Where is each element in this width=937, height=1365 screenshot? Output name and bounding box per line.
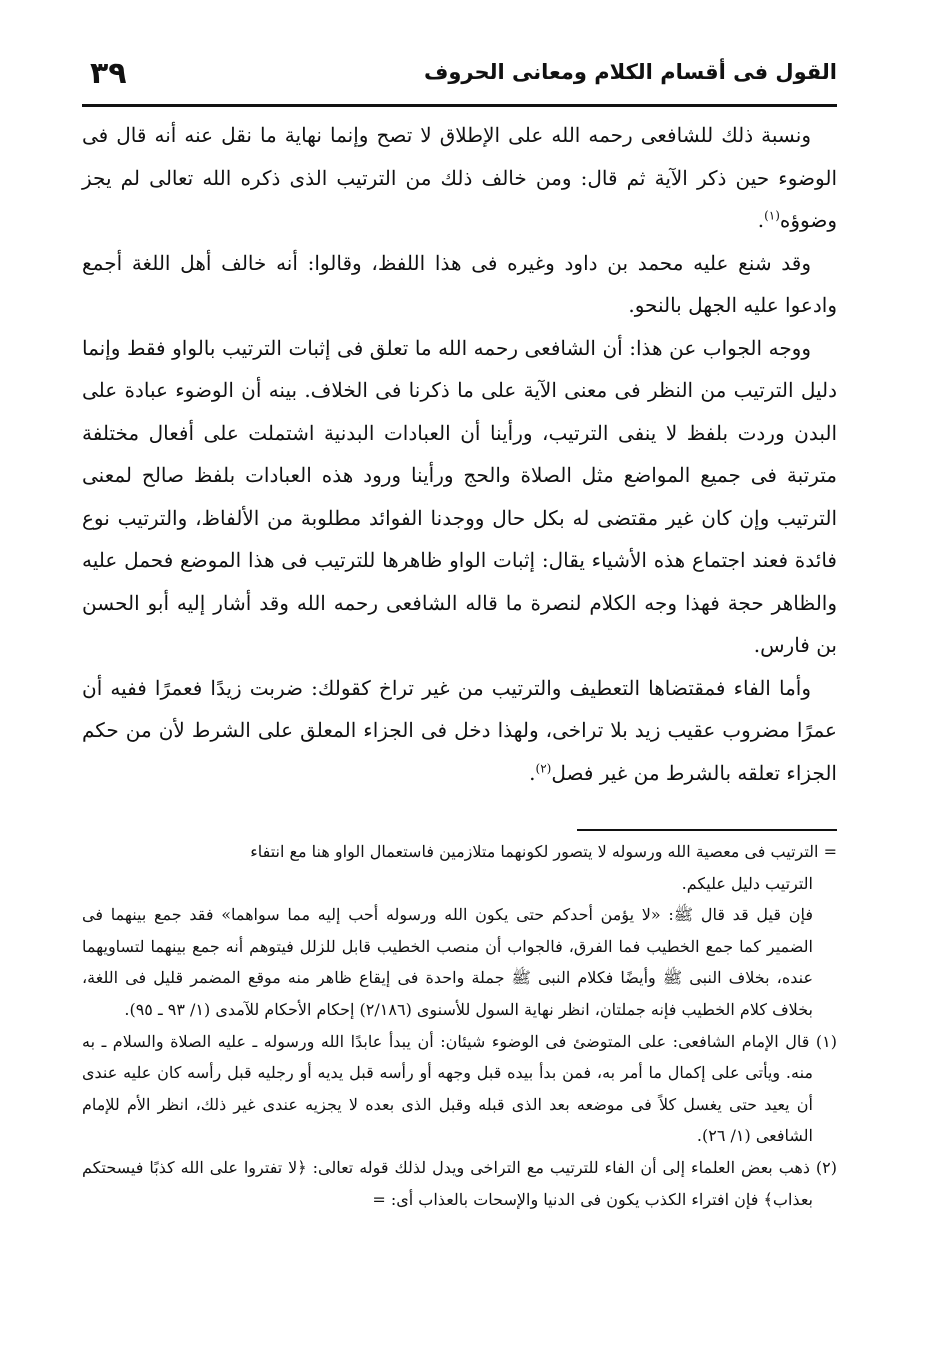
paragraph-4-text: وأما الفاء فمقتضاها التعطيف والترتيب من غير تراخ كقولك: ضربت زيدًا فعمرًا ففيه أن عمرًا مضروب عقيب زيد بلا تراخى، ولهذا دخل فى الجزاء المعلق على الشرط لأن من حكم الجزاء تعلقه بالشرط من غير فصل [82,675,837,785]
footnote-1: (١) قال الإمام الشافعى: على المتوضئ فى الوضوء شيئان: أن يبدأ عابدًا الله ورسوله ـ عليه الصلاة والسلام ـ به منه. ويأتى على إكمال ما أمر به، فمن بدأ بيده قبل وجهه أو رأسه قبل يديه أو رجليه قبل رأسه كان عليه عندى أن يعيد حتى يغسل كلاً فى موضعه بعد الذى قبله وقبل الذى بعده لا يجزيه عندى غير ذلك، انظر الأم للإمام الشافعى (١/ ٢٦). [82,1031,837,1146]
paragraph-1 [82,114,837,242]
page-number: ٣٩ [90,56,127,91]
main-text [82,114,837,794]
footnote-2: (٢) ذهب بعض العلماء إلى أن الفاء للترتيب مع التراخى ويدل لذلك قوله تعالى: ﴿لا تفتروا على الله كذبًا فيسحتكم بعذاب﴾ فإن افتراء الكذب يكون فى الدنيا والإسحات بالعذاب أى: = [82,1157,837,1209]
paragraph-3: ووجه الجواب عن هذا: أن الشافعى رحمه الله ما تعلق فى إثبات الترتيب بالواو فقط وإنما دليل الترتيب من النظر فى معنى الآية على ما ذكرنا فى الخلاف. بينه أن الوضوء عبادة على البدن وردت بلفظ لا ينفى الترتيب، ورأينا أن العبادات البدنية اشتملت على أفعال مختلفة مترتبة فى جميع المواضع مثل الصلاة والحج ورأينا ورود هذه العبادات بلفظ صالح لمعنى الترتيب وإن كان غير مقتضى له بكل حال ووجدنا الفوائد مطلوبة من الألفاظ، والترتيب نوع فائدة فعند اجتماع هذه الأشياء يقال: إثبات الواو ظاهرها للترتيب فى هذا الموضع فحمل عليه والظاهر حجة فهذا وجه الكلام لنصرة ما قاله الشافعى رحمه الله وقد أشار إليه أبو الحسن بن فارس. [82,335,837,657]
footnote-continuation-line-1: = الترتيب فى معصية الله ورسوله لا يتصور لكونهما متلازمين فاستعمال الواو هنا مع انتفاء [250,842,837,861]
page-header [82,56,837,104]
paragraph-4 [82,667,837,795]
footnote-ref-2: (٢) [535,760,552,775]
paragraph-4-end: . [529,760,536,785]
header-rule [82,104,837,107]
footnote-separator [577,829,837,831]
footnote-continuation-paragraph: فإن قيل قد قال ﷺ: «لا يؤمن أحدكم حتى يكون الله ورسوله أحب إليه مما سواهما» فقد جمع بينهما فى الضمير كما جمع الخطيب فما الفرق، فالجواب أن منصب الخطيب قابل للزلل فيتوهم أنه جمع بينهما لتساويهما عنده، بخلاف النبى ﷺ وأيضًا فكلام النبى ﷺ جملة واحدة فى إيقاع ظاهر منه موقع المضمر قليل فى اللغة، بخلاف كلام الخطيب فإنه جملتان، انظر نهاية السول للأسنوى (٢/١٨٦) إحكام الأحكام للآمدى (١/ ٩٣ ـ ٩٥). [82,905,813,1019]
running-title: القول فى أقسام الكلام ومعانى الحروف [423,60,837,84]
paragraph-2: وقد شنع عليه محمد بن داود وغيره فى هذا اللفظ، وقالوا: أنه خالف أهل اللغة أجمع وادعوا عليه الجهل بالنحو. [82,250,837,317]
footnote-ref-1: (١) [764,208,780,223]
footnotes [82,836,837,1215]
paragraph-1-end: . [757,208,765,232]
footnote-continuation-line-2: الترتيب دليل عليكم. [681,873,813,893]
paragraph-1-text: ونسبة ذلك للشافعى رحمه الله على الإطلاق لا تصح وإنما نهاية ما نقل عنه أنه قال فى الوضوء حين ذكر الآية ثم قال: ومن خالف ذلك من الترتيب الذى ذكره الله تعالى لم يجز وضوؤه [82,123,837,232]
